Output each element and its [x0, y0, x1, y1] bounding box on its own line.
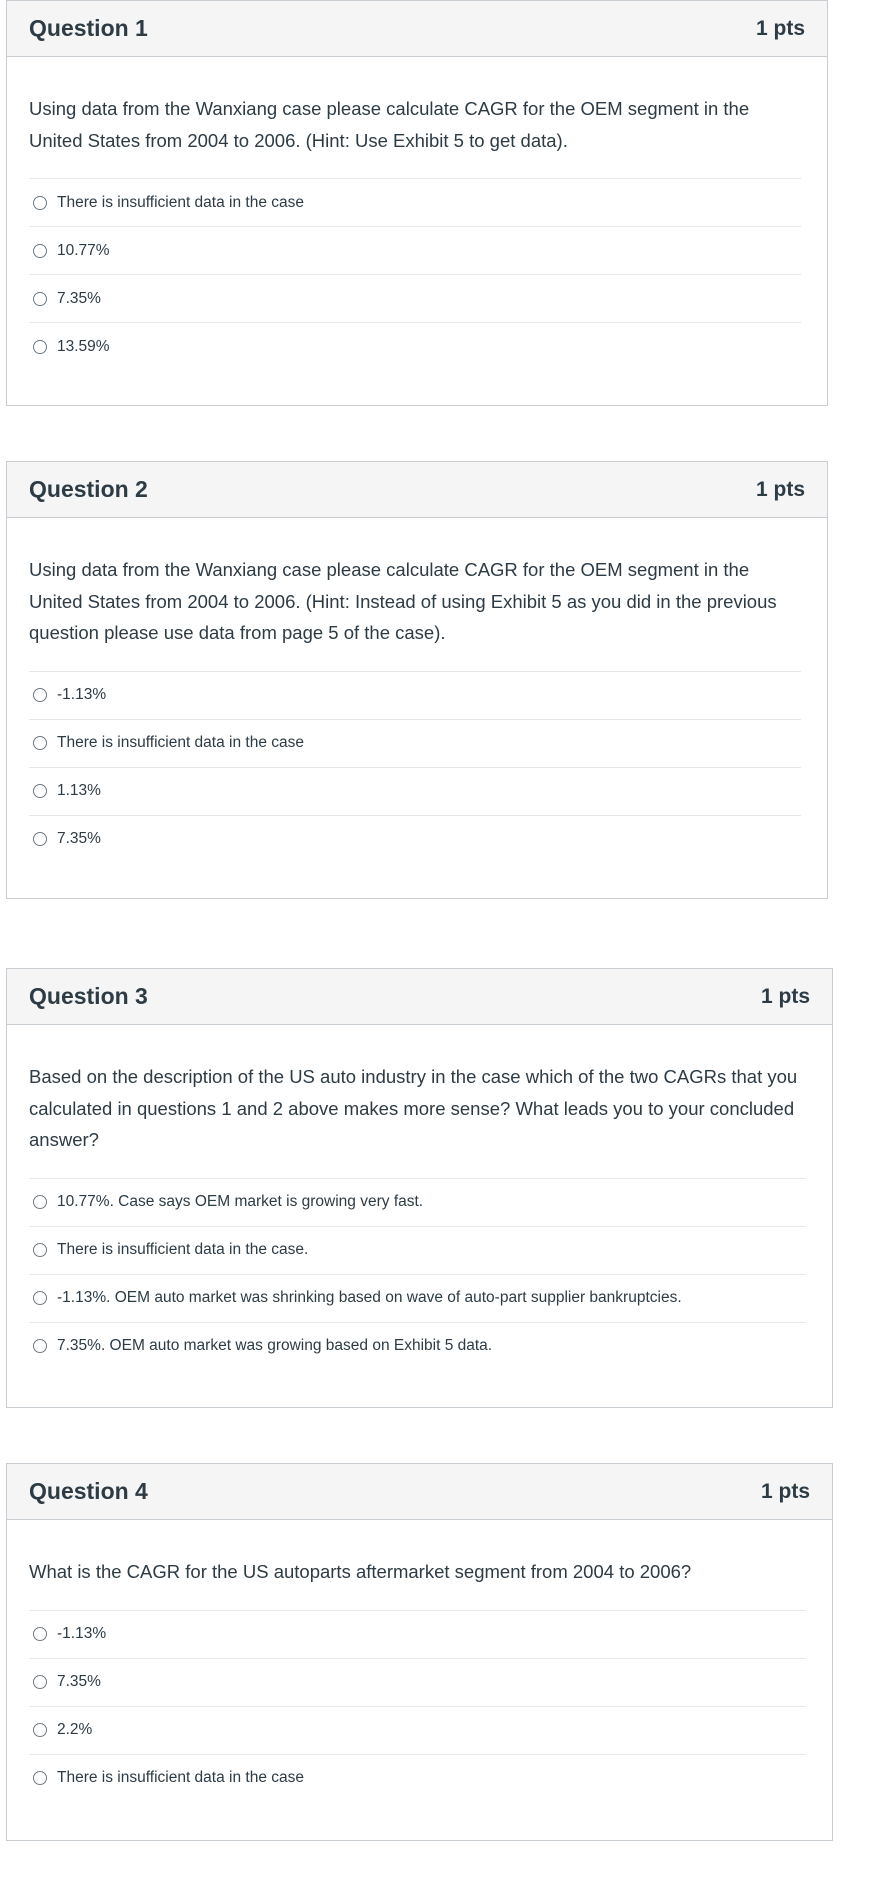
- radio-button[interactable]: [33, 736, 47, 750]
- answer-option[interactable]: [29, 1226, 806, 1274]
- radio-button[interactable]: [33, 196, 47, 210]
- answer-label: -1.13%: [57, 686, 107, 703]
- answer-label: 1.13%: [57, 782, 101, 799]
- answer-option[interactable]: [29, 767, 801, 815]
- answer-label: 7.35%: [57, 830, 101, 847]
- question-header: [7, 969, 832, 1025]
- answer-option[interactable]: [29, 1706, 806, 1754]
- question-text: What is the CAGR for the US autoparts aftermarket segment from 2004 to 2006?: [29, 1561, 692, 1582]
- question-title: Question 2: [29, 476, 148, 502]
- answer-option[interactable]: [29, 1754, 806, 1802]
- question-card-1: [6, 0, 828, 406]
- question-header: [7, 462, 827, 518]
- question-card-3: [6, 968, 833, 1408]
- answer-label: -1.13%: [57, 1625, 107, 1642]
- answer-option[interactable]: [29, 1610, 806, 1658]
- answer-label: There is insufficient data in the case: [57, 1769, 304, 1786]
- answer-option[interactable]: [29, 1322, 806, 1370]
- question-title: Question 1: [29, 15, 148, 41]
- radio-button[interactable]: [33, 292, 47, 306]
- answer-option[interactable]: [29, 815, 801, 863]
- answer-option[interactable]: [29, 322, 801, 370]
- answer-label: There is insufficient data in the case.: [57, 1241, 309, 1258]
- question-header: [7, 1464, 832, 1520]
- radio-button[interactable]: [33, 1771, 47, 1785]
- question-points: 1 pts: [760, 984, 810, 1008]
- radio-button[interactable]: [33, 688, 47, 702]
- radio-button[interactable]: [33, 1723, 47, 1737]
- question-title: Question 4: [29, 1478, 148, 1504]
- radio-button[interactable]: [33, 340, 47, 354]
- radio-button[interactable]: [33, 1339, 47, 1353]
- radio-button[interactable]: [33, 1195, 47, 1209]
- question-text: Using data from the Wanxiang case please calculate CAGR for the OEM segment in the United States from 2004 to 2006. (Hint: Instead of using Exhibit 5 as you did in the previous question please use data from page 5 of the case).: [29, 559, 777, 643]
- question-header: [7, 1, 827, 57]
- radio-button[interactable]: [33, 1675, 47, 1689]
- radio-button[interactable]: [33, 1627, 47, 1641]
- answer-label: -1.13%. OEM auto market was shrinking based on wave of auto-part supplier bankruptcies.: [57, 1289, 682, 1306]
- question-points: 1 pts: [760, 1479, 810, 1503]
- answer-option[interactable]: [29, 226, 801, 274]
- radio-button[interactable]: [33, 1243, 47, 1257]
- radio-button[interactable]: [33, 244, 47, 258]
- radio-button[interactable]: [33, 832, 47, 846]
- answer-label: 2.2%: [57, 1721, 93, 1738]
- question-body: [7, 1520, 832, 1802]
- question-body: [7, 57, 827, 370]
- radio-button[interactable]: [33, 784, 47, 798]
- radio-button[interactable]: [33, 1291, 47, 1305]
- question-card-2: [6, 461, 828, 899]
- question-card-4: [6, 1463, 833, 1841]
- answer-list: [29, 1178, 806, 1370]
- answer-label: 13.59%: [57, 337, 110, 355]
- answer-label: There is insufficient data in the case: [57, 193, 304, 211]
- question-points: 1 pts: [755, 16, 805, 40]
- answer-label: There is insufficient data in the case: [57, 734, 304, 751]
- answer-option[interactable]: [29, 1178, 806, 1226]
- answer-label: 10.77%. Case says OEM market is growing very fast.: [57, 1193, 424, 1210]
- question-title: Question 3: [29, 983, 148, 1009]
- answer-option[interactable]: [29, 274, 801, 322]
- question-body: [7, 518, 827, 863]
- answer-list: [29, 671, 801, 863]
- answer-option[interactable]: [29, 671, 801, 719]
- question-text: Based on the description of the US auto industry in the case which of the two CAGRs that you calculated in questions 1 and 2 above makes more sense? What leads you to your concluded answer?: [29, 1066, 798, 1150]
- answer-list: [29, 1610, 806, 1802]
- answer-option[interactable]: [29, 1274, 806, 1322]
- answer-list: [29, 178, 801, 370]
- answer-label: 10.77%: [57, 241, 110, 259]
- question-points: 1 pts: [755, 477, 805, 501]
- question-text: Using data from the Wanxiang case please calculate CAGR for the OEM segment in the United States from 2004 to 2006. (Hint: Use Exhibit 5 to get data).: [29, 98, 750, 151]
- answer-label: 7.35%. OEM auto market was growing based on Exhibit 5 data.: [57, 1337, 493, 1354]
- answer-option[interactable]: [29, 1658, 806, 1706]
- answer-label: 7.35%: [57, 289, 101, 307]
- answer-option[interactable]: [29, 719, 801, 767]
- question-body: [7, 1025, 832, 1370]
- answer-label: 7.35%: [57, 1673, 101, 1690]
- answer-option[interactable]: [29, 178, 801, 226]
